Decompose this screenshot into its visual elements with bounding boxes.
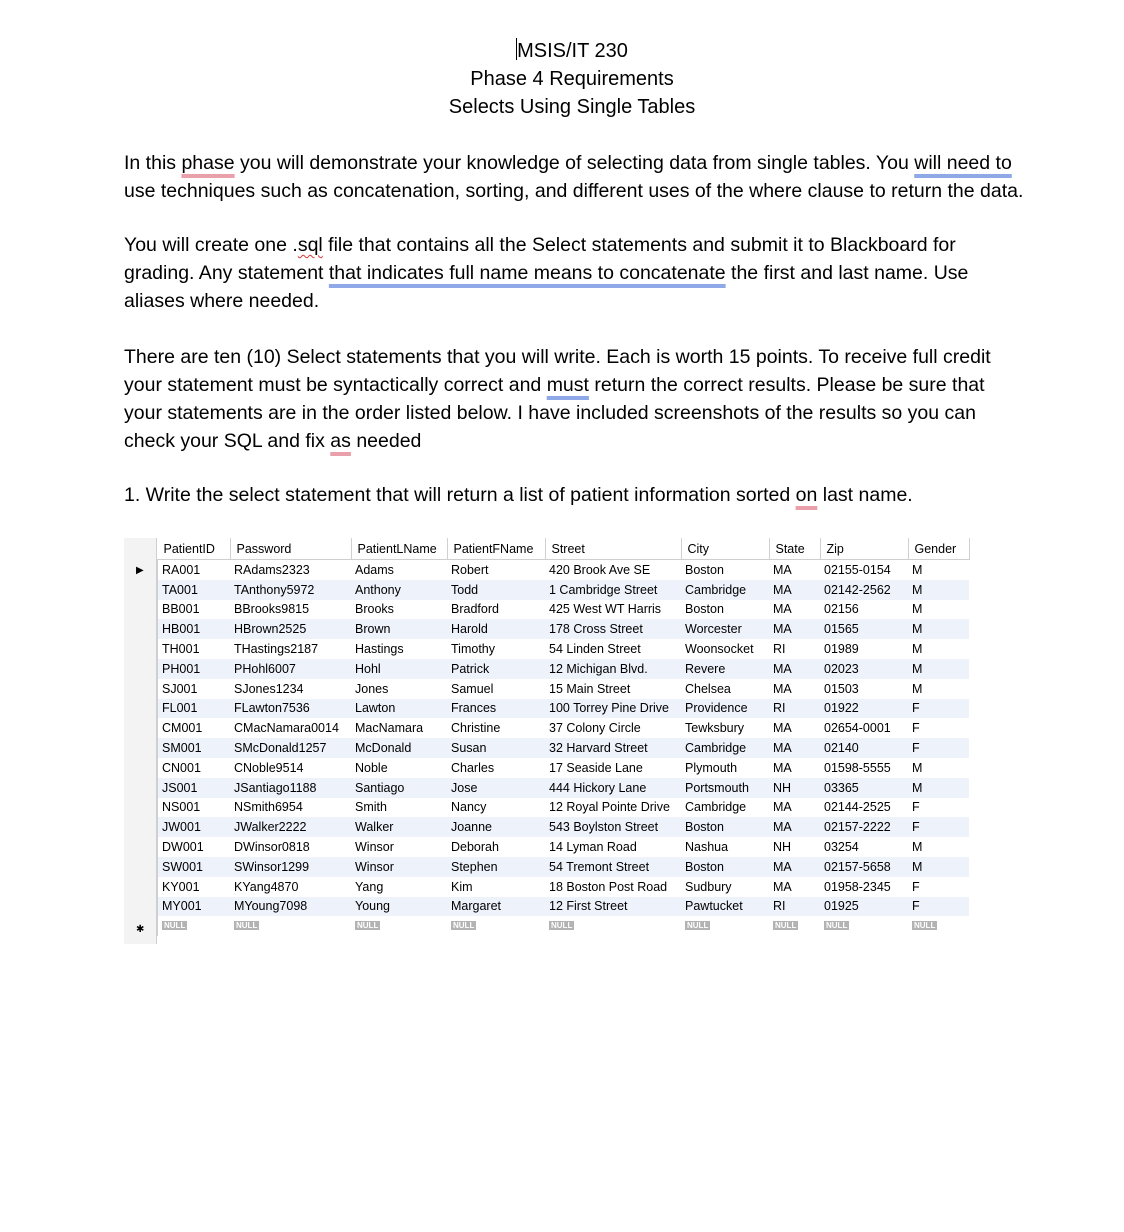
- table-cell: Todd: [447, 580, 545, 600]
- table-cell: FLawton7536: [230, 699, 351, 719]
- null-row: [158, 916, 970, 936]
- table-cell: Anthony: [351, 580, 447, 600]
- table-cell: Tewksbury: [685, 721, 745, 736]
- table-cell: JWalker2222: [230, 817, 351, 837]
- table-cell: 02140: [820, 738, 908, 758]
- submission-paragraph: You will create one .sql file that contains all the Select statements and submit it to Blackboard for grading. Any statement that indicates full name means to concatenate the first and last name. Use aliases where needed.: [124, 234, 969, 312]
- table-cell: M: [908, 580, 969, 600]
- table-cell: KYang4870: [234, 879, 299, 894]
- table-cell: 02156: [824, 602, 859, 617]
- table-cell: RA001: [158, 560, 231, 580]
- table-cell: Revere: [681, 659, 769, 679]
- table-cell: F: [908, 897, 969, 917]
- table-cell: Hastings: [355, 642, 404, 657]
- table-cell: MA: [773, 721, 792, 736]
- table-cell: 12 Michigan Blvd.: [545, 659, 681, 679]
- table-cell: MA: [769, 580, 820, 600]
- column-header: State: [769, 538, 820, 560]
- table-cell: Sudbury: [685, 879, 732, 894]
- table-cell: HB001: [158, 619, 231, 639]
- table-cell: [230, 916, 351, 936]
- table-cell: NH: [769, 778, 820, 798]
- table-cell: THastings2187: [234, 642, 319, 657]
- table-cell: Young: [351, 897, 447, 917]
- table-cell: Cambridge: [681, 738, 769, 758]
- grading-paragraph: There are ten (10) Select statements that you will write. Each is worth 15 points. To receive full credit your statement must be syntactically correct and must return the correct results. Please be sure that your statements are in the order listed below. I have included screenshots of the results so you can check your SQL and fix as needed: [124, 346, 991, 452]
- table-cell: 1 Cambridge Street: [545, 580, 681, 600]
- current-row-arrow-icon: ▶: [136, 565, 144, 576]
- table-cell: SMcDonald1257: [230, 738, 351, 758]
- null-badge: NULL: [826, 921, 848, 931]
- table-cell: Deborah: [451, 840, 499, 855]
- table-cell: Jose: [447, 778, 545, 798]
- table-cell: Lawton: [351, 699, 447, 719]
- table-cell: 15 Main Street: [549, 681, 631, 696]
- table-cell: MA: [773, 562, 792, 577]
- table-cell: 54 Linden Street: [549, 642, 641, 657]
- table-cell: 02144-2525: [824, 800, 891, 815]
- table-cell: DWinsor0818: [234, 840, 310, 855]
- table-cell: M: [912, 840, 923, 855]
- table-cell: 02654-0001: [824, 721, 891, 736]
- table-row: [158, 837, 970, 857]
- table-cell: [447, 916, 545, 936]
- table-cell: TAnthony5972: [230, 580, 351, 600]
- table-row: [158, 738, 970, 758]
- course-title: MSIS/IT 230: [517, 40, 628, 62]
- table-cell: 01925: [820, 897, 908, 917]
- table-cell: 02157-5658: [820, 857, 908, 877]
- table-cell: F: [908, 738, 969, 758]
- table-cell: Robert: [451, 562, 489, 577]
- table-cell: MA: [769, 659, 820, 679]
- null-badge: NULL: [236, 921, 258, 931]
- table-cell: Brooks: [355, 602, 394, 617]
- question-1-paragraph: 1. Write the select statement that will return a list of patient information sorted on last name.: [124, 484, 913, 506]
- table-row: [158, 560, 970, 580]
- table-cell: Winsor: [351, 857, 447, 877]
- table-cell: 32 Harvard Street: [545, 738, 681, 758]
- table-cell: 444 Hickory Lane: [545, 778, 681, 798]
- null-badge: NULL: [453, 921, 475, 931]
- table-cell: Winsor: [355, 840, 394, 855]
- table-cell: 02155-0154: [824, 562, 891, 577]
- table-cell: Kim: [451, 879, 473, 894]
- table-row: [158, 619, 970, 639]
- table-cell: JSantiago1188: [230, 778, 351, 798]
- table-cell: 178 Cross Street: [545, 619, 681, 639]
- table-cell: BBrooks9815: [234, 602, 310, 617]
- table-row: [158, 897, 970, 917]
- new-row-asterisk-icon: ✱: [136, 924, 145, 935]
- table-cell: HBrown2525: [230, 619, 351, 639]
- table-cell: Stephen: [447, 857, 545, 877]
- table-cell: F: [908, 699, 969, 719]
- table-cell: 01565: [820, 619, 908, 639]
- table-cell: 420 Brook Ave SE: [549, 562, 651, 577]
- table-cell: DW001: [158, 837, 231, 857]
- table-cell: Plymouth: [685, 760, 738, 775]
- table-cell: F: [912, 800, 920, 815]
- table-cell: 54 Tremont Street: [545, 857, 681, 877]
- null-badge: NULL: [914, 921, 936, 931]
- table-cell: SW001: [158, 857, 231, 877]
- table-cell: 12 First Street: [545, 897, 681, 917]
- table-cell: Hohl: [351, 659, 447, 679]
- table-cell: Frances: [447, 699, 545, 719]
- table-cell: Chelsea: [685, 681, 731, 696]
- table-cell: NH: [773, 840, 792, 855]
- table-cell: KY001: [158, 877, 231, 897]
- table-cell: SM001: [158, 738, 231, 758]
- table-cell: M: [908, 619, 969, 639]
- column-header: City: [681, 538, 769, 560]
- table-row: [158, 857, 970, 877]
- result-grid-screenshot: [124, 538, 974, 944]
- table-cell: MA: [769, 619, 820, 639]
- table-cell: Brown: [351, 619, 447, 639]
- table-row: [158, 600, 970, 620]
- table-row: [158, 798, 970, 818]
- table-cell: McDonald: [351, 738, 447, 758]
- table-cell: NSmith6954: [234, 800, 303, 815]
- table-cell: Harold: [447, 619, 545, 639]
- table-cell: M: [912, 602, 923, 617]
- table-cell: SJones1234: [234, 681, 304, 696]
- table-cell: 01958-2345: [824, 879, 891, 894]
- table-cell: MA: [769, 817, 820, 837]
- column-header: Gender: [908, 538, 969, 560]
- table-cell: PH001: [158, 659, 231, 679]
- table-cell: 01922: [820, 699, 908, 719]
- table-cell: [908, 916, 969, 936]
- table-cell: Boston: [681, 817, 769, 837]
- table-cell: RI: [773, 642, 786, 657]
- table-cell: MA: [773, 681, 792, 696]
- column-header: Password: [230, 538, 351, 560]
- table-cell: 14 Lyman Road: [549, 840, 637, 855]
- table-cell: Timothy: [451, 642, 495, 657]
- table-cell: JW001: [158, 817, 231, 837]
- table-cell: 02023: [820, 659, 908, 679]
- table-cell: Boston: [681, 857, 769, 877]
- table-cell: F: [912, 879, 920, 894]
- table-cell: 18 Boston Post Road: [549, 879, 668, 894]
- table-cell: 425 West WT Harris: [549, 602, 662, 617]
- table-row: [158, 718, 970, 738]
- table-cell: SWinsor1299: [230, 857, 351, 877]
- phase-title: Phase 4 Requirements: [470, 68, 674, 90]
- table-cell: Noble: [355, 760, 388, 775]
- table-cell: 03254: [824, 840, 859, 855]
- table-cell: Jones: [355, 681, 389, 696]
- table-cell: [769, 916, 820, 936]
- table-cell: M: [908, 778, 969, 798]
- table-cell: 03365: [820, 778, 908, 798]
- table-row: [158, 580, 970, 600]
- table-cell: 01598-5555: [824, 760, 891, 775]
- table-cell: CMacNamara0014: [234, 721, 339, 736]
- table-cell: M: [912, 681, 923, 696]
- null-badge: NULL: [164, 921, 186, 931]
- table-row: [158, 778, 970, 798]
- intro-paragraph: In this phase you will demonstrate your knowledge of selecting data from single tables. You will need to use techniques such as concatenation, sorting, and different uses of the where clause to return the data.: [124, 152, 1024, 202]
- table-cell: Adams: [355, 562, 394, 577]
- table-cell: JS001: [158, 778, 231, 798]
- table-cell: NS001: [158, 798, 231, 818]
- table-cell: M: [912, 642, 923, 657]
- table-cell: Charles: [451, 760, 495, 775]
- table-cell: 02142-2562: [820, 580, 908, 600]
- table-row: [158, 659, 970, 679]
- table-cell: Providence: [681, 699, 769, 719]
- table-cell: Cambridge: [685, 800, 747, 815]
- table-cell: Worcester: [681, 619, 769, 639]
- table-cell: MYoung7098: [230, 897, 351, 917]
- column-header: PatientLName: [351, 538, 447, 560]
- table-cell: Patrick: [447, 659, 545, 679]
- table-cell: M: [908, 659, 969, 679]
- topic-title: Selects Using Single Tables: [448, 96, 696, 118]
- table-cell: F: [912, 721, 920, 736]
- table-cell: 01503: [824, 681, 859, 696]
- table-cell: M: [912, 562, 923, 577]
- table-cell: Susan: [447, 738, 545, 758]
- table-cell: [681, 916, 769, 936]
- null-badge: NULL: [551, 921, 573, 931]
- table-cell: Walker: [351, 817, 447, 837]
- table-cell: Cambridge: [681, 580, 769, 600]
- table-cell: TH001: [158, 639, 231, 659]
- table-cell: SJ001: [158, 679, 231, 699]
- table-cell: 543 Boylston Street: [545, 817, 681, 837]
- table-cell: TA001: [158, 580, 231, 600]
- table-cell: RI: [769, 699, 820, 719]
- table-cell: Christine: [451, 721, 501, 736]
- table-cell: MA: [773, 879, 792, 894]
- table-cell: MA: [773, 760, 792, 775]
- table-cell: Boston: [685, 602, 724, 617]
- column-header: Zip: [820, 538, 908, 560]
- table-cell: MacNamara: [355, 721, 424, 736]
- table-cell: Nancy: [451, 800, 487, 815]
- table-cell: [820, 916, 908, 936]
- table-cell: CNoble9514: [234, 760, 304, 775]
- table-cell: MA: [773, 800, 792, 815]
- table-row: [158, 758, 970, 778]
- table-row: [158, 679, 970, 699]
- table-cell: [158, 916, 231, 936]
- table-cell: 01989: [824, 642, 859, 657]
- table-cell: Margaret: [447, 897, 545, 917]
- table-cell: Santiago: [351, 778, 447, 798]
- table-cell: 17 Seaside Lane: [549, 760, 643, 775]
- table-cell: 100 Torrey Pine Drive: [545, 699, 681, 719]
- table-cell: M: [912, 760, 923, 775]
- table-cell: MA: [773, 602, 792, 617]
- table-cell: 37 Colony Circle: [549, 721, 641, 736]
- null-badge: NULL: [687, 921, 709, 931]
- table-cell: MA: [769, 857, 820, 877]
- column-header: PatientFName: [447, 538, 545, 560]
- table-cell: Joanne: [447, 817, 545, 837]
- table-cell: CN001: [158, 758, 231, 778]
- column-header: Street: [545, 538, 681, 560]
- table-cell: Smith: [355, 800, 387, 815]
- table-cell: Yang: [355, 879, 384, 894]
- column-header: PatientID: [158, 538, 231, 560]
- table-cell: RAdams2323: [234, 562, 310, 577]
- table-cell: Portsmouth: [681, 778, 769, 798]
- table-cell: PHohl6007: [230, 659, 351, 679]
- table-row: [158, 699, 970, 719]
- table-cell: BB001: [158, 600, 231, 620]
- table-row: [158, 639, 970, 659]
- table-cell: M: [908, 857, 969, 877]
- table-cell: 02157-2222: [820, 817, 908, 837]
- table-cell: Nashua: [685, 840, 729, 855]
- table-cell: CM001: [158, 718, 231, 738]
- table-cell: MY001: [158, 897, 231, 917]
- table-cell: RI: [769, 897, 820, 917]
- table-cell: Boston: [685, 562, 724, 577]
- table-cell: Samuel: [451, 681, 494, 696]
- table-cell: 12 Royal Pointe Drive: [549, 800, 670, 815]
- table-cell: [351, 916, 447, 936]
- row-selector-gutter: [124, 538, 157, 944]
- null-badge: NULL: [357, 921, 379, 931]
- table-cell: Woonsocket: [685, 642, 754, 657]
- table-row: [158, 877, 970, 897]
- table-cell: F: [908, 817, 969, 837]
- table-cell: MA: [769, 738, 820, 758]
- table-cell: FL001: [158, 699, 231, 719]
- table-cell: Bradford: [451, 602, 499, 617]
- table-cell: [545, 916, 681, 936]
- document-title-block: [0, 37, 1124, 121]
- table-row: [158, 817, 970, 837]
- null-badge: NULL: [775, 921, 797, 931]
- patient-results-table: [157, 538, 970, 936]
- table-cell: Pawtucket: [681, 897, 769, 917]
